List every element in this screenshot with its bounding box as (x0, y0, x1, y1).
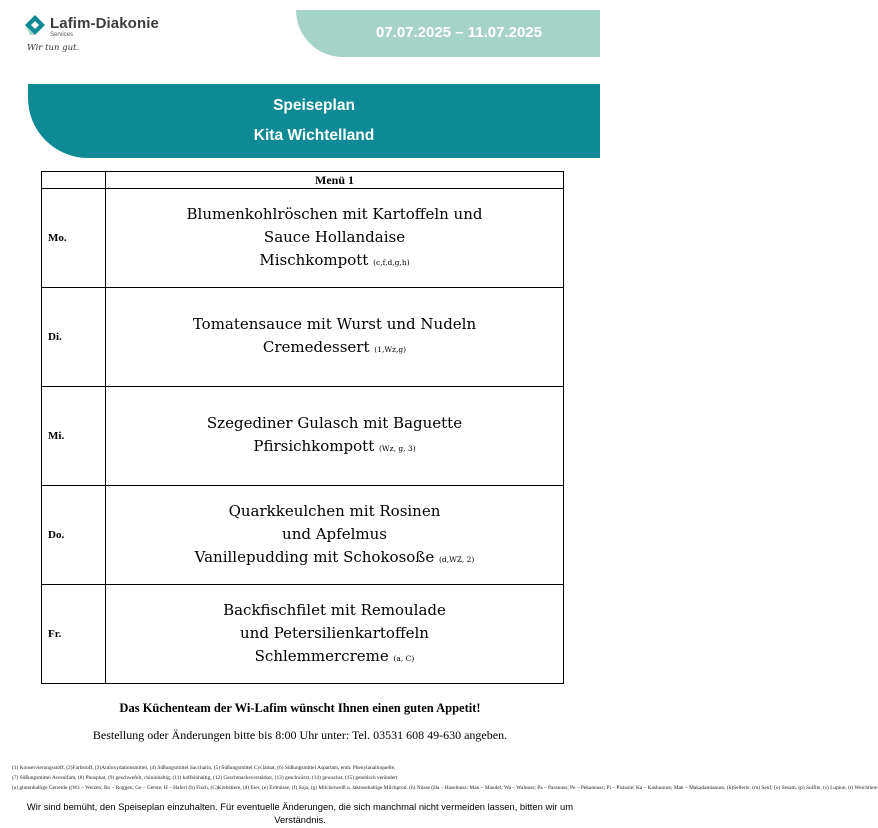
dish-line: Tomatensauce mit Wurst und Nudeln (192, 315, 477, 333)
dessert-line (106, 249, 563, 274)
date-range: 07.07.2025 – 11.07.2025 (376, 24, 542, 41)
legend-line: (7) Süßungsmittel Acesulfam, (8) Phosphat, (9) geschwefelt, chininhaltig, (11) koffeinhaltig, (12) Geschmacksverstärker, (13) geschwärzt, (14) gewachst, (15) genetisch verändert (12, 775, 398, 781)
logo-subtitle: Services (50, 32, 74, 38)
disclaimer-note: Wir sind bemüht, den Speiseplan einzuhalten. Für eventuelle Änderungen, die sich manchmal nicht vermeiden lassen, bitten wir um Verständnis. (26, 801, 574, 825)
dish-cell (106, 585, 564, 684)
order-info: Bestellung oder Änderungen bitte bis 8:00 Uhr unter: Tel. 03531 608 49-630 angeben. (92, 728, 508, 742)
dish-cell (106, 387, 564, 486)
allergen-codes: (d,WZ, 2) (438, 554, 475, 564)
menu-header-row (42, 172, 564, 189)
day-label: Mo. (42, 189, 106, 288)
day-label: Fr. (42, 585, 106, 684)
logo-name: Lafim-Diakonie (50, 15, 159, 32)
menu-column-header: Menü 1 (106, 172, 564, 189)
menu-row-tuesday (42, 288, 564, 387)
title-banner (28, 84, 600, 158)
dish-line: Backfischfilet mit Remoulade (223, 600, 446, 619)
allergen-codes: (Wz, g, 3) (379, 444, 416, 453)
dish-cell (106, 189, 564, 288)
dessert-line (106, 546, 563, 571)
menu-row-thursday (42, 486, 564, 585)
legend-line: (1) Konservierungsstoff, (2)Farbstoff, (3)Antioxydationsmittel, (4) Süßungsmittel Saccharin, (5) Süßungsmittel Cyclamat, (6) Süßungsmittel Aspartam, enth. Phenylanalinquelle, (12, 765, 396, 771)
greeting-text: Das Küchenteam der Wi-Lafim wünscht Ihnen einen guten Appetit! (119, 701, 481, 715)
logo-slogan: Wir tun gut. (27, 43, 80, 53)
dessert-name: Mischkompott (259, 250, 369, 269)
company-logo (24, 12, 184, 56)
page-subtitle: Kita Wichtelland (253, 127, 375, 144)
diamond-logo-icon (24, 14, 46, 36)
allergen-legend (12, 763, 878, 793)
dish-line: und Petersilienkartoffeln (240, 623, 429, 642)
dessert-name: Cremedessert (262, 338, 370, 356)
dessert-name: Schlemmercreme (254, 646, 389, 665)
dish-line: Sauce Hollandaise (263, 227, 406, 246)
allergen-codes: (c,f,d,g,h) (373, 257, 410, 267)
dish-cell (106, 486, 564, 585)
dessert-line (106, 435, 563, 460)
day-label: Do. (42, 486, 106, 585)
allergen-codes: (a, C) (393, 653, 415, 663)
allergen-codes: (1,Wz,g) (374, 345, 407, 354)
day-label: Di. (42, 288, 106, 387)
dish-cell (106, 288, 564, 387)
legend-line: (a) glutenhaltige Getreide ((Wz – Weizen; Ro – Roggen; Ge – Gerste; H – Hafer) (b) Fisch, (C)Krebstiere, (d) Eier, (e) Erdnüsse, (f) Soja, (g) Milcheiweiß u. laktosehaltige Milchprod. (h) Nüsse (Ha – Haselnuss; Man – Mandel; Wa – Walnuss; Pa – Paranuss; Pe – Pekannuss; Pi – Pistazie; Ka – Kashunuss; Mak – Makadamianuss, (k)Sellerie, (m) Senf, (o) Sesam, (p) Sulfite, (s) Lupine, (t) Weichtiere (12, 785, 878, 791)
menu-row-monday (42, 189, 564, 288)
menu-row-friday (42, 585, 564, 684)
dish-line: Quarkkeulchen mit Rosinen (228, 501, 441, 520)
dessert-line (106, 645, 563, 670)
dessert-name: Pfirsichkompott (253, 437, 375, 455)
menu-row-wednesday (42, 387, 564, 486)
dish-line: Szegediner Gulasch mit Baguette (206, 414, 463, 432)
dessert-line (106, 336, 563, 361)
menu-table (41, 171, 564, 684)
day-label: Mi. (42, 387, 106, 486)
header-blank-cell (42, 172, 106, 189)
dish-line: und Apfelmus (282, 524, 387, 543)
page-title: Speiseplan (273, 97, 355, 114)
dessert-name: Vanillepudding mit Schokosoße (194, 547, 435, 566)
dish-line: Blumenkohlröschen mit Kartoffeln und (186, 204, 483, 223)
date-banner (296, 10, 600, 57)
